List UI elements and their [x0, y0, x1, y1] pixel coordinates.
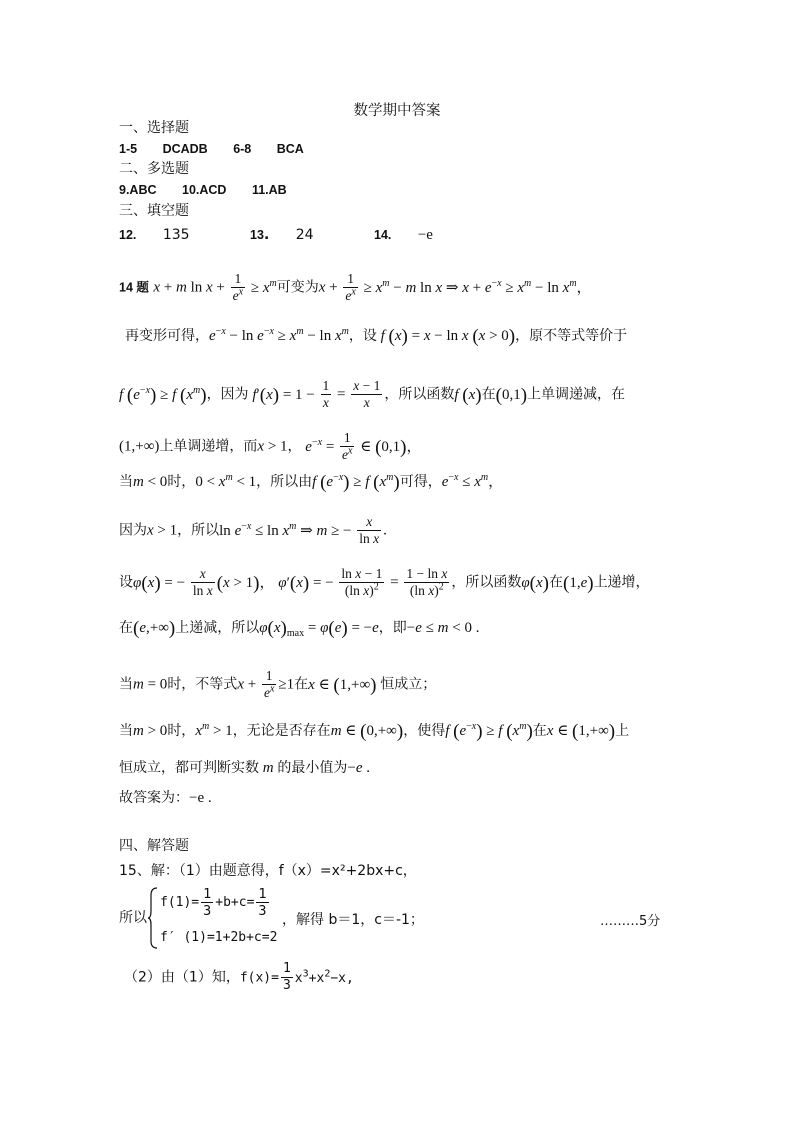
section-heading-choice: 一、选择题 [119, 120, 189, 136]
text-she: ，设 [348, 328, 377, 344]
q13-answer: 24 [295, 227, 314, 243]
q15-intro-text: 15、解：（1）由题意得，f（x）=x²+2bx+c， [119, 863, 417, 879]
solution-line-2: 再变形可得，$e^{-x} - \ln e^{-x} \ge x^m - \ln x^m$，设 f (x) = x − ln x (x > 0)，原不等式等价于 [125, 326, 628, 347]
q14-answer: −e [417, 227, 433, 243]
text-shide: ，使得 [403, 723, 446, 739]
text-zai-x-2: 在 [532, 723, 547, 739]
answer-value-1: DCADB [162, 142, 208, 156]
solution-line-11: 恒成立，都可判断实数 m 的最小值为−e . [119, 760, 370, 776]
text-zuixiao: 的最小值为 [277, 760, 348, 776]
text-dandiao-jian: 上单调递减，在 [527, 386, 626, 403]
text-ke-bian-wei: 可变为 [276, 279, 319, 296]
answer-range-1: 1-5 [119, 142, 138, 156]
part2-expr: f(x)= [239, 970, 279, 986]
text-kede: 可得， [399, 474, 442, 490]
solution-line-9: 当m = 0时，不等式x + $\frac{1}{e^x}$ ≥1在x ∈ (1,+∞) 恒成立； [119, 668, 437, 700]
text-dandiao-zeng: 上单调递增，而 [159, 438, 258, 455]
text-suoyi-hanshu: ，所以函数 [384, 386, 455, 403]
multi-answers [119, 180, 287, 200]
section-heading-fill: 三、填空题 [119, 203, 189, 219]
text-zai-2: 在 [548, 574, 563, 591]
text-suoyi-you: ，所以由 [256, 474, 313, 490]
text-yinwei2: 因为 [119, 522, 147, 539]
solution-line-6: 因为x > 1，所以$\ln e^{-x} \le \ln x^m$ ⇒ m ≥ − $\frac{x}{\text{ln x}}$ . [119, 514, 387, 546]
text-shang-dijian: 上递减，所以 [175, 620, 260, 636]
text-zai-bian-xing: 再变形可得， [125, 328, 209, 344]
solution-line-7: 设φ(x) = − $\frac{x}{\text{ln x}}$ (x > 1)， φ′(x) = − $\frac{\text{ln x − 1}}{(\ln x)^2}$ = $\frac{\text{1 − ln x}}{(\ln x)^2}$ ，所以函数φ(x)在(1,e)上递增， [119, 566, 650, 598]
text-dang-3: 当 [119, 723, 133, 739]
text-shi-2: 时， [167, 723, 196, 739]
answer-q11: 11.AB [251, 183, 287, 197]
text-shang: 上 [615, 723, 630, 739]
section-heading-multi: 二、多选题 [119, 161, 189, 177]
final-answer-line: 故答案为：−e . [119, 790, 212, 806]
text-ji: ，即 [378, 620, 407, 636]
final-answer-value: −e [189, 790, 205, 806]
section-heading-solution: 四、解答题 [119, 838, 189, 854]
choice-answers [119, 139, 304, 159]
text-zai-3: 在 [119, 620, 133, 636]
system-brace [148, 887, 158, 949]
q12-answer: 135 [162, 227, 190, 243]
final-answer-label: 故答案为： [119, 790, 189, 806]
solution-line-1: 14 题 x + m ln x + $\frac{1}{e^x}$ ≥ $x^m$可变为x + $\frac{1}{e^x}$ ≥ $x^m - m$ ln x ⇒ $x + e^{-x} \ge x^m - \ln x^m$， [119, 271, 592, 303]
system-line-1: f(1)= $\frac{1}{3}$ +b+c= $\frac{1}{3}$ [160, 886, 267, 919]
text-yinwei: ，因为 [206, 386, 249, 403]
text-dang-2: 当 [119, 676, 133, 693]
q12-label: 12. [119, 228, 137, 242]
part2-line: （2）由（1）知，f(x)= $\frac{1}{3}$ $x^3+x^2-x$, [124, 961, 354, 993]
text-hengchengli: 恒成立； [380, 676, 437, 693]
answer-range-2: 6-8 [233, 142, 252, 156]
solution-line-3: f $(e^{-x}) \ge f$ $(x^m)$，因为 f′(x) = 1 − $\frac{1}{x}$ = $\frac{x - 1}{x}$ ，所以函数f (x)在(0,1)上单调递减，在 [119, 378, 626, 410]
text-dang: 当 [119, 474, 133, 490]
text-shi: 时， [167, 474, 196, 490]
fill-answers: 12. 135 13. 24 14. −e [119, 227, 433, 243]
page-title: 数学期中答案 [353, 103, 441, 119]
answer-q10: 10.ACD [182, 183, 227, 197]
solution-prefix: 14 题 [119, 280, 149, 295]
text-suoyi-hanshu2: ，所以函数 [451, 574, 522, 591]
system-line-1-b: +b+c= [215, 895, 255, 910]
text-wulun: ，无论是否存在 [232, 723, 331, 739]
solution-line-8: 在(e,+∞)上递减，所以$\varphi(x)_{max} = \varphi(e) = -e$，即−e ≤ m < 0 . [119, 618, 480, 639]
text-zai-x: 在 [294, 676, 309, 693]
score-marker: ………5分 [600, 914, 661, 929]
system-line-2: f′ (1)=1+2b+c=2 [160, 930, 278, 945]
answer-q9: 9.ABC [119, 183, 157, 197]
solution-line-4: (1,+∞)上单调递增，而x > 1， $e^{-x}$ = $\frac{1}{e^x}$ ∈ (0,1)， [119, 430, 422, 462]
text-she2: 设 [119, 574, 133, 591]
solution-line-10: 当m > 0时，$x^m > 1$，无论是否存在m ∈ (0,+∞)，使得f $(e^{-x}) \ge f$ $(x^m)$在x ∈ (1,+∞)上 [119, 721, 630, 742]
q14-label: 14. [374, 228, 392, 242]
text-hengchengli2: 恒成立，都可判断实数 [119, 760, 259, 776]
system-line-1-a: f(1)= [160, 895, 200, 910]
text-suoyi: ，所以 [177, 522, 220, 539]
text-shang-dizeng: 上递增， [593, 574, 650, 591]
text-zai: 在 [481, 386, 496, 403]
text-yuan-budengshi: ，原不等式等价于 [515, 328, 628, 344]
q15-suoyi: 所以 [119, 910, 147, 926]
q15-intro [119, 861, 417, 881]
part2-intro: （2）由（1）知， [124, 969, 240, 986]
answer-value-2: BCA [276, 142, 304, 156]
solution-line-5: 当m < 0时，$0 < x^m < 1$，所以由f $(e^{-x}) \ge f$ $(x^m)$可得，$e^{-x} \le x^m$， [119, 472, 504, 493]
q13-label: 13 [250, 228, 264, 242]
text-budengshi: 时，不等式 [167, 676, 238, 693]
system-result: ，解得 b＝1，c＝-1； [282, 912, 424, 928]
